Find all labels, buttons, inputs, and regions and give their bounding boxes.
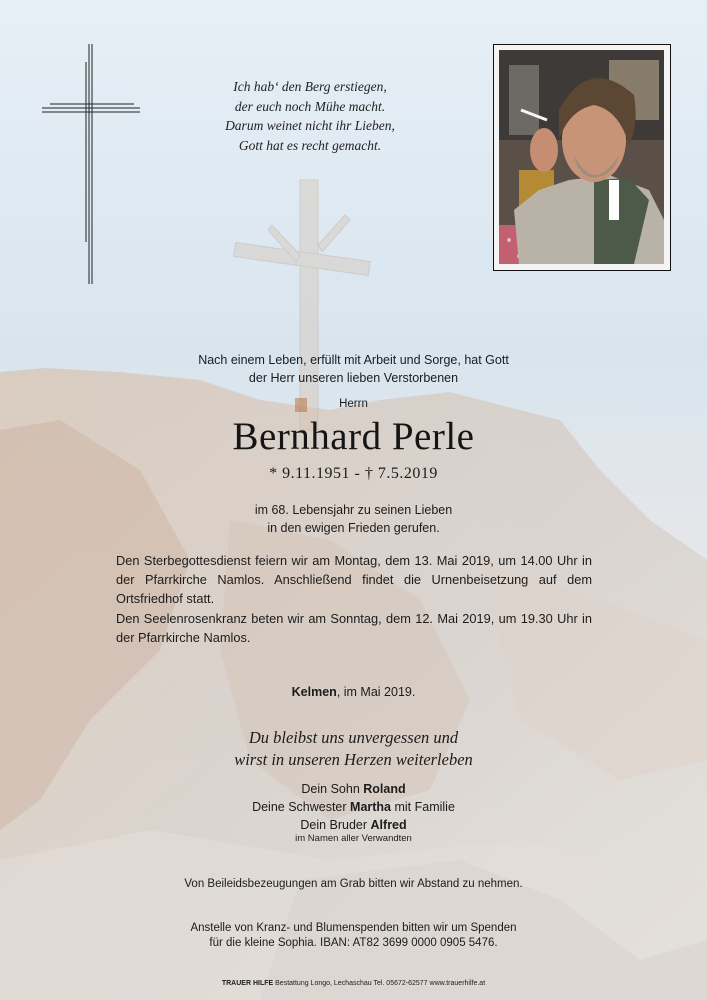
passing-line: im 68. Lebensjahr zu seinen Lieben <box>254 503 453 517</box>
farewell-text <box>0 727 707 771</box>
mourner-relation: Dein Sohn <box>301 782 364 796</box>
cross-icon <box>40 42 144 286</box>
farewell-line: Du bleibst uns unvergessen und <box>248 728 459 747</box>
footer-brand: TRAUER HILFE <box>221 980 274 987</box>
mourner-name: Martha <box>350 800 392 814</box>
funeral-service-text: Den Sterbegottesdienst feiern wir am Montag, dem 13. Mai 2019, um 14.00 Uhr in der Pfarrkirche Namlos. Anschließend findet die Urnenbeisetzung auf dem Ortsfriedhof statt. <box>116 553 592 606</box>
rosary-text: Den Seelenrosenkranz beten wir am Sonntag, dem 12. Mai 2019, um 19.30 Uhr in der Pfarrkirche Namlos. <box>116 611 592 645</box>
portrait-photo <box>499 50 664 264</box>
farewell-line: wirst in unseren Herzen weiterleben <box>234 750 473 769</box>
donation-note <box>0 921 707 951</box>
place-date <box>0 683 707 701</box>
intro-text <box>0 351 707 387</box>
verse-line: Darum weinet nicht ihr Lieben, <box>225 118 395 133</box>
deceased-name: Bernhard Perle <box>232 415 475 458</box>
mourner-name: Alfred <box>370 818 407 832</box>
footer-credit <box>0 980 707 987</box>
donation-line: für die kleine Sophia. IBAN: AT82 3699 0000 0905 5476. <box>209 937 498 949</box>
mourner-line <box>0 780 707 798</box>
place-date-text: , im Mai 2019. <box>336 685 416 699</box>
intro-line: Nach einem Leben, erfüllt mit Arbeit und Sorge, hat Gott <box>198 353 509 367</box>
memorial-verse <box>190 77 430 155</box>
verse-line: der euch noch Mühe macht. <box>234 98 386 114</box>
mourner-suffix: mit Familie <box>391 800 455 814</box>
relatives-note: im Namen aller Verwandten <box>295 833 412 844</box>
condolence-note: Von Beileidsbezeugungen am Grab bitten wir Abstand zu nehmen. <box>184 878 523 890</box>
verse-line: Ich hab‘ den Berg erstiegen, <box>233 79 387 94</box>
mourner-line <box>0 816 707 834</box>
verse-line: Gott hat es recht gemacht. <box>238 137 382 153</box>
intro-line: der Herr unseren lieben Verstorbenen <box>248 371 459 385</box>
mourner-relation: Dein Bruder <box>300 818 371 832</box>
donation-line: Anstelle von Kranz- und Blumenspenden bitten wir um Spenden <box>190 922 517 934</box>
mourner-line <box>0 798 707 816</box>
mourner-name: Roland <box>363 782 406 796</box>
mourners-list <box>0 780 707 834</box>
salutation: Herrn <box>339 398 368 410</box>
passing-text <box>0 501 707 537</box>
life-dates: * 9.11.1951 - † 7.5.2019 <box>269 465 438 482</box>
footer-text: Bestattung Longo, Lechaschau Tel. 05672-62577 www.trauerhilfe.at <box>273 980 486 987</box>
portrait-frame <box>493 44 671 271</box>
passing-line: in den ewigen Frieden gerufen. <box>267 521 440 535</box>
mourner-relation: Deine Schwester <box>252 800 351 814</box>
place-name: Kelmen <box>291 685 337 699</box>
